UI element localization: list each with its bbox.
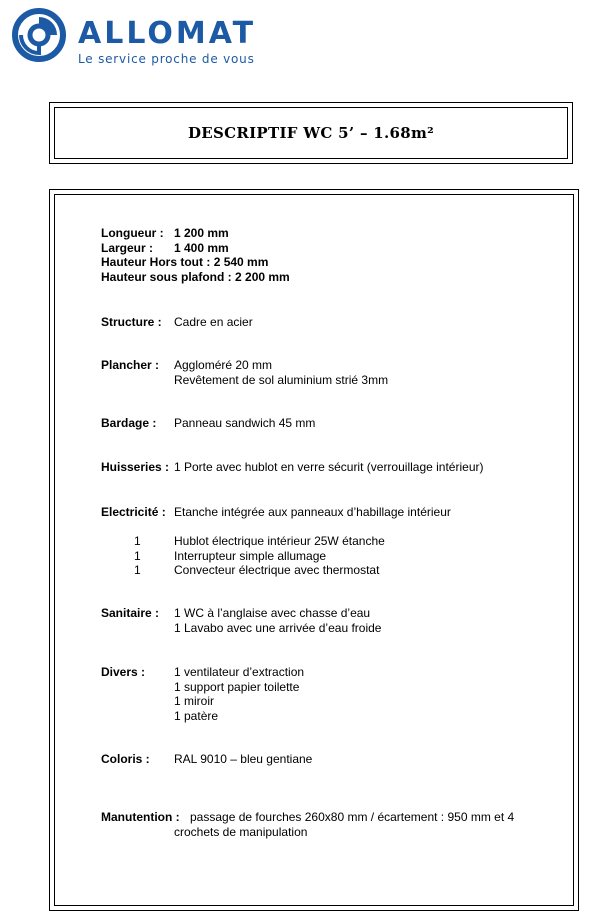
section-line: passage de fourches 260x80 mm / écartement : 950 mm et 4 bbox=[190, 810, 515, 824]
section-label: Manutention : bbox=[101, 810, 180, 824]
dimensions-block bbox=[101, 226, 290, 284]
dimension-value: 2 200 mm bbox=[235, 269, 290, 284]
section-label: Structure : bbox=[101, 315, 162, 329]
brand-name: ALLOMAT bbox=[78, 16, 257, 51]
title-inner-border bbox=[54, 107, 568, 159]
section-value bbox=[174, 665, 304, 723]
section-label: Huisseries : bbox=[101, 460, 170, 474]
section-line: crochets de manipulation bbox=[174, 824, 308, 839]
section-label: Sanitaire : bbox=[101, 606, 160, 620]
item-text: Convecteur électrique avec thermostat bbox=[174, 563, 380, 577]
dimension-row-hauteur-sous-plafond bbox=[101, 270, 290, 285]
section-line: 1 WC à l’anglaise avec chasse d’eau bbox=[174, 606, 371, 620]
brand-tagline: Le service proche de vous bbox=[78, 52, 255, 66]
section-line: Cadre en acier bbox=[174, 315, 253, 329]
dimension-value: 1 200 mm bbox=[174, 226, 229, 240]
section-value bbox=[174, 752, 312, 767]
section-line: RAL 9010 – bleu gentiane bbox=[174, 752, 313, 766]
dimension-value: 2 540 mm bbox=[213, 255, 269, 269]
dimension-value: 1 400 mm bbox=[174, 240, 229, 255]
section-line: 1 Lavabo avec une arrivée d’eau froide bbox=[174, 620, 382, 635]
section-label: Electricité : bbox=[101, 505, 166, 519]
dimension-row-hauteur-hors-tout bbox=[101, 255, 290, 270]
dimension-label: Longueur : bbox=[101, 226, 164, 240]
item-quantity: 1 bbox=[134, 563, 141, 577]
document-title: DESCRIPTIF WC 5’ – 1.68m² bbox=[187, 124, 435, 142]
section-line: Etanche intégrée aux panneaux d’habillage intérieur bbox=[174, 505, 451, 519]
section-label: Divers : bbox=[101, 665, 146, 679]
section-value bbox=[174, 358, 388, 387]
item-quantity: 1 bbox=[134, 548, 141, 563]
dimension-row-largeur bbox=[101, 241, 290, 256]
section-value bbox=[174, 315, 253, 330]
section-value bbox=[174, 460, 483, 475]
section-label: Bardage : bbox=[101, 416, 157, 430]
dimension-row-longueur bbox=[101, 226, 290, 241]
dimension-label: Largeur : bbox=[101, 240, 154, 255]
item-text: Hublot électrique intérieur 25W étanche bbox=[174, 534, 385, 548]
section-label: Plancher : bbox=[101, 358, 160, 372]
section-line: Panneau sandwich 45 mm bbox=[174, 416, 316, 430]
section-line: 1 support papier toilette bbox=[174, 679, 300, 694]
section-line: 1 Porte avec hublot en verre sécurit (verrouillage intérieur) bbox=[174, 460, 484, 474]
dimension-label: Hauteur Hors tout : bbox=[101, 255, 211, 269]
dimension-label: Hauteur sous plafond : bbox=[101, 269, 232, 284]
section-line: Revêtement de sol aluminium strié 3mm bbox=[174, 372, 389, 387]
section-line: Aggloméré 20 mm bbox=[174, 358, 273, 372]
allomat-logo-icon bbox=[12, 8, 66, 62]
section-line: 1 ventilateur d’extraction bbox=[174, 665, 305, 679]
brand-logo bbox=[12, 8, 312, 64]
section-value bbox=[174, 606, 381, 635]
section-line: 1 miroir bbox=[174, 694, 215, 708]
item-quantity: 1 bbox=[134, 534, 141, 548]
section-label: Coloris : bbox=[101, 752, 150, 766]
section-value bbox=[174, 505, 451, 520]
section-value bbox=[174, 416, 315, 431]
item-text: Interrupteur simple allumage bbox=[174, 548, 327, 563]
section-line: 1 patère bbox=[174, 708, 219, 723]
title-box bbox=[49, 102, 573, 164]
